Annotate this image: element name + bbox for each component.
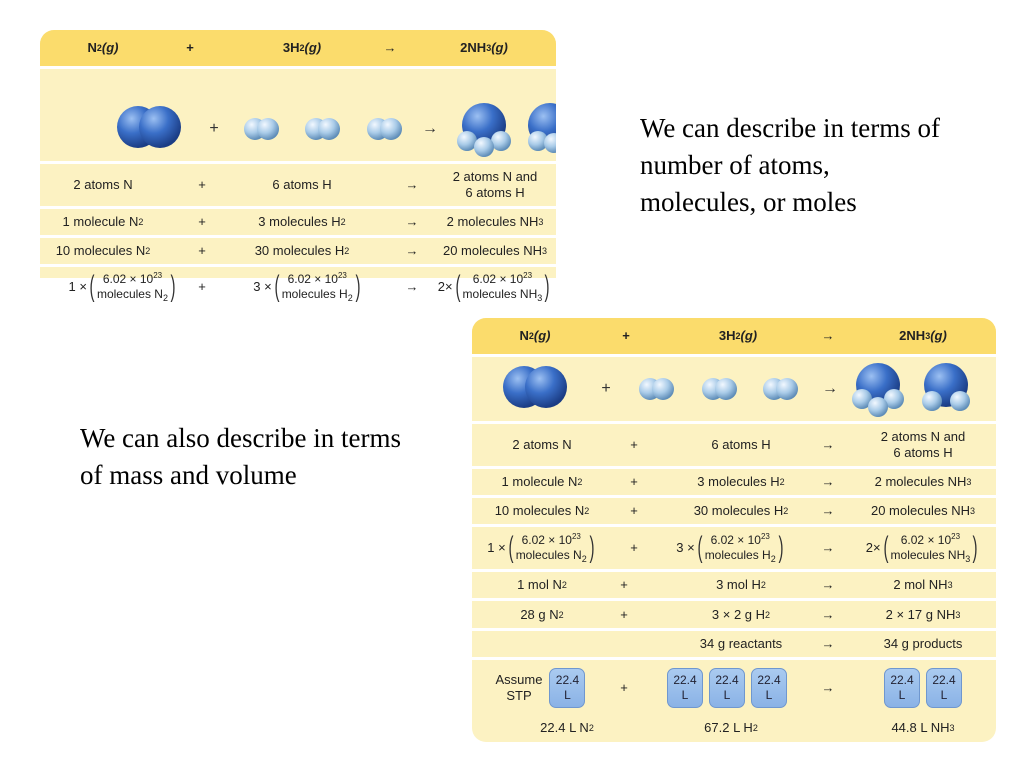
volume-row: Assume STP 22.4 L + 22.4 L 22.4 L 22.4 L → 22.4 L 22.4 L bbox=[472, 660, 996, 716]
avogadro-row: 1 × ( $6.02 \times 10^{23}$ molecules $N_2$ ) + 3 × ( $6.02 \times 10^{23}$ molecules $H_2$ ) → 2× ( $6.02 \times 10^{23}$ molecules $NH_3$ ) bbox=[487, 531, 978, 564]
atoms-row: 2 atoms N + 6 atoms H → 2 atoms N and 6 atoms H bbox=[73, 169, 538, 200]
molecule-models bbox=[40, 69, 556, 161]
n2-molecule-icon bbox=[503, 366, 567, 408]
h2-molecule-icon bbox=[367, 118, 402, 140]
mass-row: 28 g N 2 + 3 × 2 g H 2 → 2 × 17 g NH 3 bbox=[520, 606, 961, 622]
volume-box-icon: 22.4 L bbox=[667, 668, 703, 708]
stoichiometry-table-extended bbox=[472, 318, 996, 742]
description-top: We can describe in terms of number of atoms, molecules, or moles bbox=[640, 113, 940, 217]
svg-text:+: + bbox=[209, 120, 219, 137]
molecules-row: 1 molecule N 2 + 3 molecules H 2 → 2 molecules NH 3 bbox=[501, 474, 972, 489]
nh3-molecule-icon bbox=[528, 103, 556, 153]
volume-box-icon: 22.4 L bbox=[709, 668, 745, 708]
h2-molecule-icon bbox=[702, 378, 737, 400]
h2-molecule-icon bbox=[244, 118, 279, 140]
description-bottom: We can also describe in terms of mass and volume bbox=[80, 423, 401, 490]
n2-molecule-icon bbox=[117, 106, 181, 148]
h2-molecule-icon bbox=[639, 378, 674, 400]
molecule-models-row bbox=[472, 357, 996, 421]
ten-molecules-row: 10 molecules N 2 + 30 molecules H 2 → 20 molecules NH 3 bbox=[55, 243, 547, 258]
svg-text:→: → bbox=[822, 380, 838, 397]
volume-box-icon: 22.4 L bbox=[926, 668, 962, 708]
moles-row: 1 mol N 2 + 3 mol H 2 → 2 mol NH 3 bbox=[517, 577, 953, 592]
stoichiometry-table-basic bbox=[40, 30, 556, 303]
nh3-molecule-icon bbox=[922, 363, 970, 411]
total-mass-row: 34 g reactants → 34 g products bbox=[699, 636, 963, 651]
h2-molecule-icon bbox=[305, 118, 340, 140]
molecules-row: 1 molecule N 2 + 3 molecules H 2 → 2 molecules NH 3 bbox=[62, 214, 544, 229]
svg-text:→: → bbox=[422, 120, 438, 137]
volume-box-icon: 22.4 L bbox=[549, 668, 585, 708]
liters-row: 22.4 L N 2 67.2 L H 2 44.8 L NH 3 bbox=[540, 720, 955, 735]
equation-header: N 2 (g) + 3H 2 (g) → 2NH 3 (g) bbox=[40, 30, 556, 66]
equation-header: N 2 (g) + 3H 2 (g) → 2NH 3 (g) bbox=[472, 318, 996, 354]
volume-box-icon: 22.4 L bbox=[751, 668, 787, 708]
nh3-molecule-icon bbox=[852, 363, 904, 417]
svg-text:+: + bbox=[601, 380, 611, 397]
volume-box-icon: 22.4 L bbox=[884, 668, 920, 708]
molecule-models-row bbox=[40, 69, 556, 161]
atoms-row: 2 atoms N + 6 atoms H → 2 atoms N and 6 atoms H bbox=[512, 429, 966, 460]
molecule-models bbox=[472, 357, 996, 421]
avogadro-row: 1 × ( $6.02 \times 10^{23}$ molecules $N_2$ ) + 3 × ( $6.02 \times 10^{23}$ molecules $H_2$ ) → 2× ( $6.02 \times 10^{23}$ molecules $NH_3$ ) bbox=[68, 270, 550, 303]
nh3-molecule-icon bbox=[457, 103, 511, 157]
h2-molecule-icon bbox=[763, 378, 798, 400]
ten-molecules-row: 10 molecules N 2 + 30 molecules H 2 → 20 molecules NH 3 bbox=[494, 503, 975, 518]
